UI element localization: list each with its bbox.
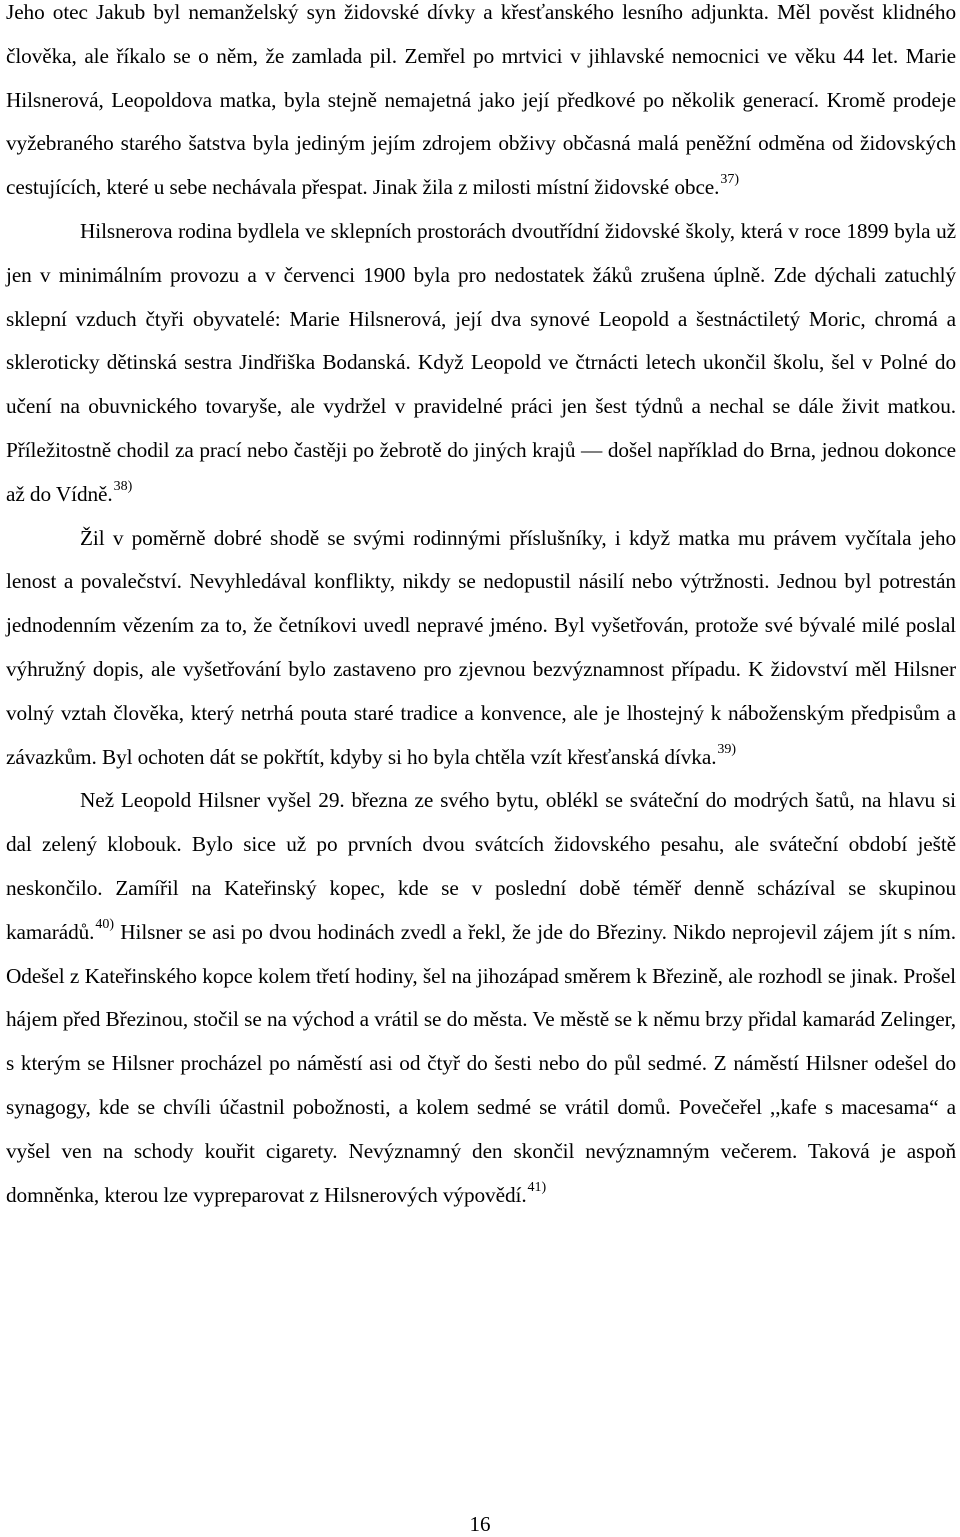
paragraph-4-text-end: Hilsner se asi po dvou hodinách zvedl a řekl, že jde do Březiny. Nikdo neprojevil zájem jít s ním. Odešel z Kateřinského kopce kolem třetí hodiny, šel na jihozápad směrem k Březině, ale rozhodl se jinak. Prošel hájem před Březinou, stočil se na východ a vrátil se do města. Ve městě se k němu brzy přidal kamarád Zelinger, s kterým se Hilsner procházel po náměstí asi od čtyř do šesti nebo do půl sedmé. Z náměstí Hilsner odešel do synagogy, kde se chvíli účastnil pobožnosti, a kolem sedmé se vrátil domů. Povečeřel ,,kafe s macesama“ a vyšel ven na schody kouřit cigarety. Nevýznamný den skončil nevýznamným večerem. Taková je aspoň domněnka, kterou lze vypreparovat z Hilsnerových výpovědí. [6,919,956,1207]
footnote-ref-37: 37) [720,172,740,188]
paragraph-4 [6,779,956,1217]
paragraph-2 [6,210,956,517]
paragraph-1 [6,0,956,210]
footnote-ref-38: 38) [113,478,133,494]
footnote-ref-40: 40) [95,916,115,932]
document-page [6,0,956,1217]
paragraph-3 [6,517,956,780]
paragraph-3-text: Žil v poměrně dobré shodě se svými rodinnými příslušníky, i když matka mu právem vyčítala jeho lenost a povalečství. Nevyhledával konflikty, nikdy se nedopustil násilí nebo výtržnosti. Jednou byl potrestán jednodenním vězením za to, že četníkovi uvedl nepravé jméno. Byl vyšetřován, protože své bývalé milé poslal výhružný dopis, ale vyšetřování bylo zastaveno pro zjevnou bezvýznamnost případu. K židovství měl Hilsner volný vztah člověka, který netrhá pouta staré tradice a konvence, ale je lhostejný k náboženským předpisům a závazkům. Byl ochoten dát se pokřtít, kdyby si ho byla chtěla vzít křesťanská dívka. [6,525,956,769]
footnote-ref-41: 41) [527,1179,547,1195]
paragraph-4-text-start: Než Leopold Hilsner vyšel 29. března ze svého bytu, oblékl se sváteční do modrých šatů, na hlavu si dal zelený klobouk. Bylo sice už po prvních dvou svátcích židovského pesahu, ale sváteční období ještě neskončilo. Zamířil na Kateřinský kopec, kde se v poslední době téměř denně scházíval se skupinou kamarádů. [6,788,956,944]
paragraph-1-text: Jeho otec Jakub byl nemanželský syn židovské dívky a křesťanského lesního adjunkta. Měl pověst klidného člověka, ale říkalo se o něm, že zamlada pil. Zemřel po mrtvici v jihlavské nemocnici ve věku 44 let. Marie Hilsnerová, Leopoldova matka, byla stejně nemajetná jako její předkové po několik generací. Kromě prodeje vyžebraného starého šatstva byla jediným jejím zdrojem obživy občasná malá peněžní odměna od židovských cestujících, které u sebe nechávala přespat. Jinak žila z milosti místní židovské obce. [6,0,956,200]
footnote-ref-39: 39) [717,741,737,757]
page-number: 16 [469,1512,491,1536]
paragraph-2-text: Hilsnerova rodina bydlela ve sklepních prostorách dvoutřídní židovské školy, která v roce 1899 byla už jen v minimálním provozu a v červenci 1900 byla pro nedostatek žáků zrušena úplně. Zde dýchali zatuchlý sklepní vzduch čtyři obyvatelé: Marie Hilsnerová, její dva synové Leopold a šestnáctiletý Moric, chromá a skleroticky dětinská sestra Jindřiška Bodanská. Když Leopold ve čtrnácti letech ukončil školu, šel v Polné do učení na obuvnického tovaryše, ale vydržel v pravidelné práci jen šest týdnů a nechal se dále živit matkou. Příležitostně chodil za prací nebo častěji po žebrotě do jiných krajů — došel například do Brna, jednou dokonce až do Vídně. [6,218,956,506]
